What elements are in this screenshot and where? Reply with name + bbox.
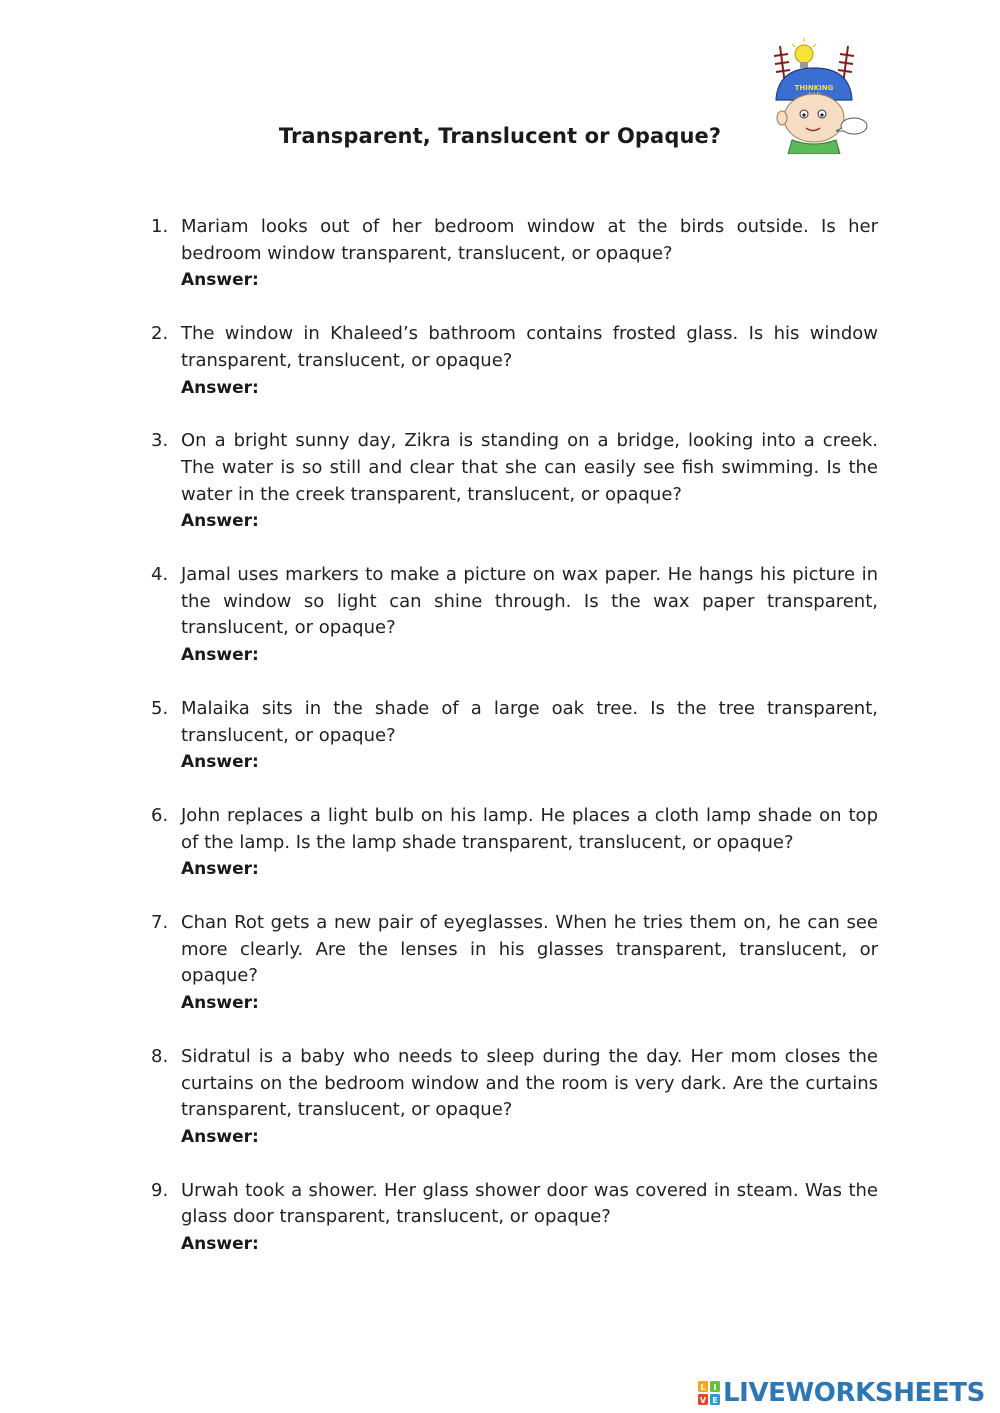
question-number: 1. bbox=[151, 216, 169, 237]
answer-input[interactable] bbox=[265, 378, 825, 398]
question-text: On a bright sunny day, Zikra is standing on a bridge, looking into a creek. The water is so still and clear that she can easily see fish swimming. Is the water in the creek transparent, translucent, or opaque? bbox=[181, 430, 878, 505]
svg-text:E: E bbox=[712, 1396, 718, 1405]
answer-input[interactable] bbox=[265, 645, 825, 665]
answer-input[interactable] bbox=[265, 1127, 825, 1147]
question-item bbox=[148, 562, 878, 669]
question-item bbox=[148, 910, 878, 1017]
question-text: Chan Rot gets a new pair of eyeglasses. When he tries them on, he can see more clearly. Are the lenses in his glasses transparent, translucent, or opaque? bbox=[181, 912, 878, 987]
question-item bbox=[148, 321, 878, 401]
answer-row bbox=[181, 508, 878, 535]
answer-label: Answer: bbox=[181, 377, 259, 398]
question-item bbox=[148, 696, 878, 776]
answer-label: Answer: bbox=[181, 752, 259, 773]
question-item bbox=[148, 428, 878, 535]
question-text: Urwah took a shower. Her glass shower door was covered in steam. Was the glass door transparent, translucent, or opaque? bbox=[181, 1179, 878, 1228]
answer-label: Answer: bbox=[181, 1126, 259, 1147]
answer-row bbox=[181, 749, 878, 776]
question-number: 4. bbox=[151, 564, 169, 586]
answer-input[interactable] bbox=[265, 270, 825, 290]
answer-label: Answer: bbox=[181, 859, 259, 880]
answer-row bbox=[181, 1231, 878, 1258]
svg-text:L: L bbox=[700, 1383, 706, 1392]
liveworksheets-logo-icon bbox=[697, 1380, 721, 1406]
answer-row bbox=[181, 1124, 878, 1151]
answer-label: Answer: bbox=[181, 511, 259, 532]
question-item bbox=[148, 214, 878, 294]
answer-label: Answer: bbox=[181, 645, 259, 666]
question-number: 6. bbox=[151, 804, 169, 826]
answer-input[interactable] bbox=[265, 859, 825, 879]
question-number: 8. bbox=[151, 1045, 169, 1067]
question-text: The window in Khaleed’s bathroom contains frosted glass. Is his window transparent, translucent, or opaque? bbox=[181, 323, 878, 371]
answer-input[interactable] bbox=[265, 752, 825, 772]
question-number: 2. bbox=[151, 323, 169, 345]
question-number: 5. bbox=[151, 697, 169, 719]
answer-row bbox=[181, 856, 878, 883]
answer-row bbox=[181, 990, 878, 1017]
answer-label: Answer: bbox=[181, 1234, 259, 1255]
question-text: Mariam looks out of her bedroom window at the birds outside. Is her bedroom window transparent, translucent, or opaque? bbox=[181, 216, 878, 264]
question-item bbox=[148, 1044, 878, 1151]
question-number: 9. bbox=[151, 1179, 169, 1201]
answer-label: Answer: bbox=[181, 993, 259, 1014]
answer-label: Answer: bbox=[181, 270, 259, 291]
svg-text:V: V bbox=[699, 1396, 707, 1405]
question-text: Malaika sits in the shade of a large oak tree. Is the tree transparent, translucent, or opaque? bbox=[181, 697, 878, 746]
worksheet-title: Transparent, Translucent or Opaque? bbox=[278, 124, 722, 148]
question-number: 7. bbox=[151, 912, 169, 934]
question-item bbox=[148, 803, 878, 883]
answer-row bbox=[181, 375, 878, 402]
svg-text:THINKING: THINKING bbox=[794, 84, 834, 92]
liveworksheets-branding[interactable] bbox=[697, 1378, 985, 1408]
answer-input[interactable] bbox=[265, 993, 825, 1013]
question-text: Jamal uses markers to make a picture on wax paper. He hangs his picture in the window so light can shine through. Is the wax paper transparent, translucent, or opaque? bbox=[181, 564, 878, 639]
question-text: Sidratul is a baby who needs to sleep during the day. Her mom closes the curtains on the bedroom window and the room is very dark. Are the curtains transparent, translucent, or opaque? bbox=[181, 1045, 878, 1121]
answer-input[interactable] bbox=[265, 511, 825, 531]
question-list bbox=[148, 214, 878, 1258]
answer-row bbox=[181, 642, 878, 669]
answer-input[interactable] bbox=[265, 1234, 825, 1254]
liveworksheets-wordmark: LIVEWORKSHEETS bbox=[723, 1378, 985, 1408]
svg-text:I: I bbox=[713, 1383, 717, 1392]
question-item bbox=[148, 1178, 878, 1258]
question-text: John replaces a light bulb on his lamp. He places a cloth lamp shade on top of the lamp. Is the lamp shade transparent, translucent, or opaque? bbox=[181, 804, 878, 853]
answer-row bbox=[181, 267, 878, 294]
question-number: 3. bbox=[151, 430, 169, 452]
